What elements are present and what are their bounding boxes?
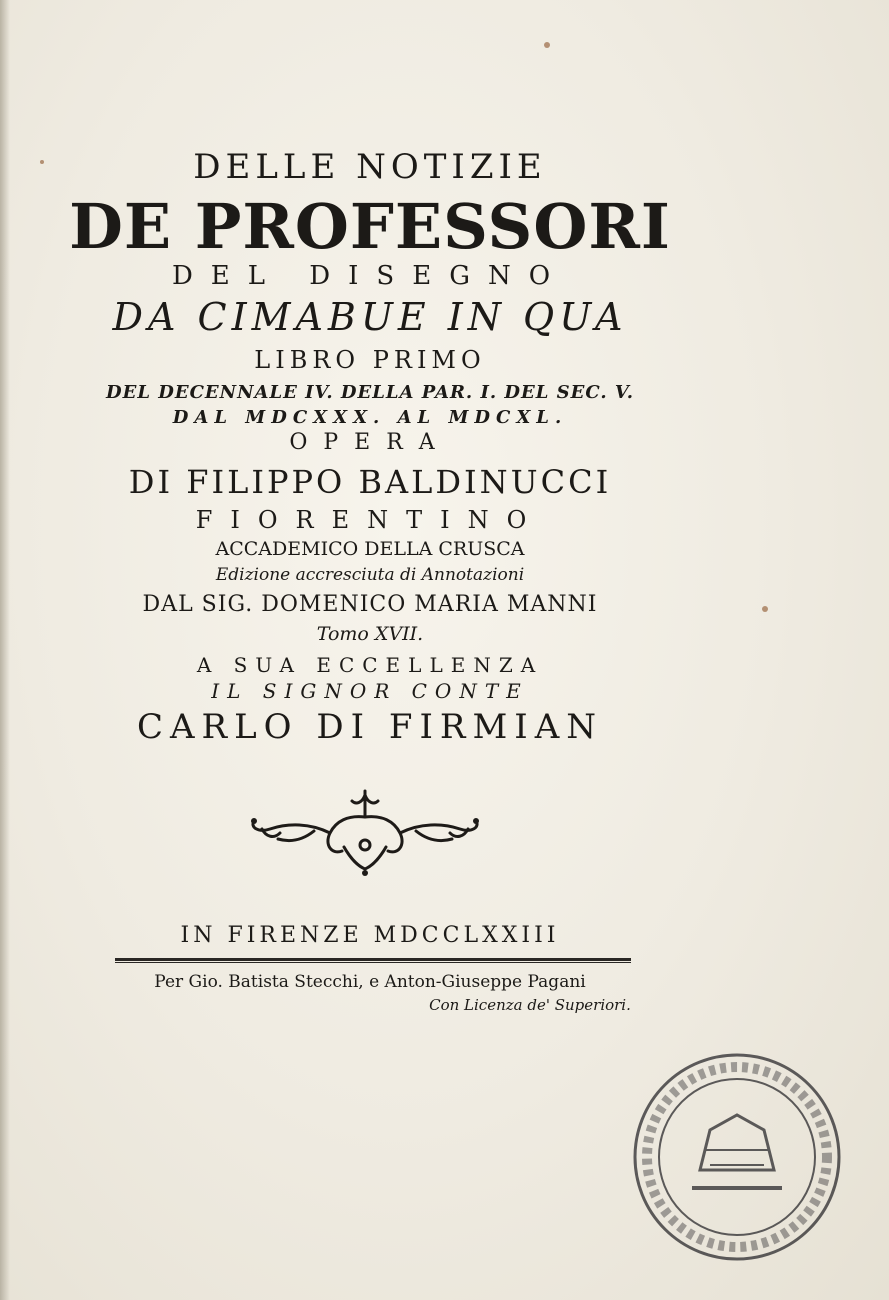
- editor-name: DAL SIG. DOMENICO MARIA MANNI: [142, 592, 598, 617]
- author-name: DI FILIPPO BALDINUCCI: [128, 463, 612, 501]
- author-academy: ACCADEMICO DELLA CRUSCA: [215, 538, 525, 560]
- title-line-4: DA CIMABUE IN QUA: [112, 295, 628, 339]
- dedication-line-1: A SUA ECCELLENZA: [196, 653, 544, 677]
- title-line-3: DEL DISEGNO: [171, 261, 569, 291]
- opera-label: OPERA: [289, 430, 451, 455]
- foxing-spot: [40, 160, 44, 164]
- volume-number: Tomo XVII.: [316, 623, 424, 645]
- foxing-spot: [544, 42, 550, 48]
- imprint-place-date: IN FIRENZE MDCCLXXIII: [180, 923, 560, 948]
- title-line-1: DELLE NOTIZIE: [193, 147, 547, 187]
- date-range: DAL MDCXXX. AL MDCXL.: [172, 407, 568, 428]
- title-line-2: DE PROFESSORI: [69, 190, 671, 263]
- decade-line: DEL DECENNALE IV. DELLA PAR. I. DEL SEC. V.: [105, 382, 635, 403]
- imprint-rule: [115, 958, 631, 963]
- edition-note: Edizione accresciuta di Annotazioni: [215, 565, 525, 585]
- printer-line: Per Gio. Batista Stecchi, e Anton-Giuseppe Pagani: [154, 972, 586, 992]
- licence-line: Con Licenza de' Superiori.: [429, 996, 631, 1014]
- author-origin: FIORENTINO: [195, 506, 545, 534]
- dedication-line-2: IL SIGNOR CONTE: [211, 679, 529, 703]
- library-stamp-icon: [630, 1050, 845, 1265]
- printer-ornament-icon: [244, 787, 486, 877]
- book-number: LIBRO PRIMO: [254, 346, 486, 374]
- dedicatee-name: CARLO DI FIRMIAN: [136, 707, 604, 747]
- foxing-spot: [762, 606, 768, 612]
